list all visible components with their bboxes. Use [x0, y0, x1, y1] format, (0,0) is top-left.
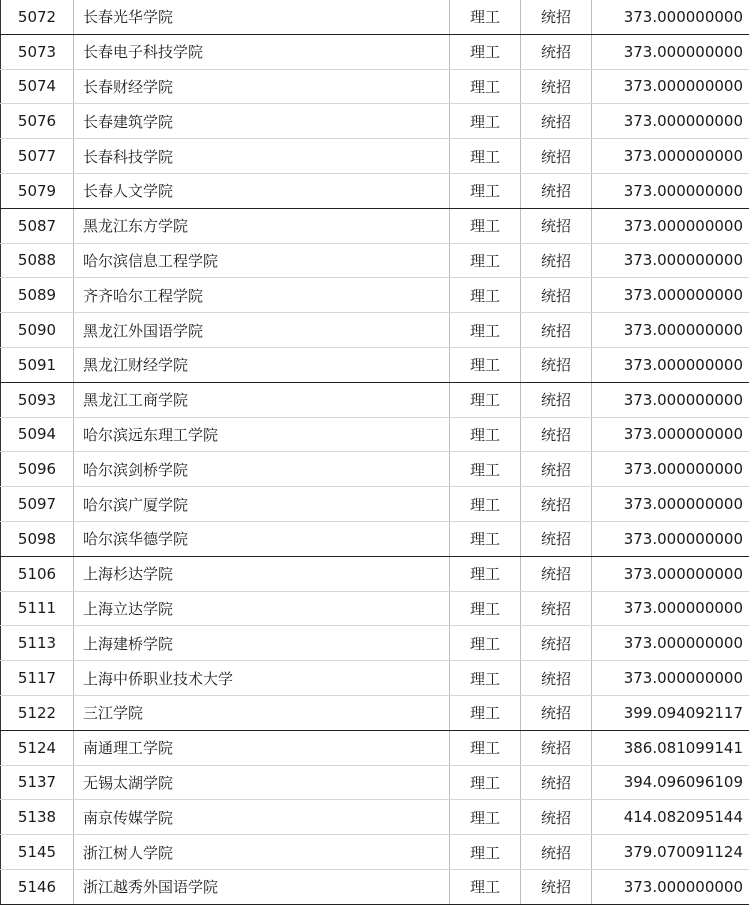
admission-batch-cell: 统招 [521, 661, 592, 696]
school-name-cell: 哈尔滨信息工程学院 [74, 243, 450, 278]
school-code-cell: 5145 [1, 835, 74, 870]
school-name-cell: 上海中侨职业技术大学 [74, 661, 450, 696]
score-cell: 373.000000000 [592, 417, 749, 452]
admission-batch-cell: 统招 [521, 278, 592, 313]
table-row [1, 382, 749, 417]
table-row [1, 730, 749, 765]
admission-batch-cell: 统招 [521, 347, 592, 382]
subject-type-cell: 理工 [450, 139, 521, 174]
subject-type-cell: 理工 [450, 243, 521, 278]
admission-batch-cell: 统招 [521, 452, 592, 487]
admission-batch-cell: 统招 [521, 626, 592, 661]
admission-batch-cell: 统招 [521, 765, 592, 800]
admission-batch-cell: 统招 [521, 730, 592, 765]
subject-type-cell: 理工 [450, 556, 521, 591]
table-row [1, 417, 749, 452]
score-cell: 373.000000000 [592, 556, 749, 591]
score-cell: 373.000000000 [592, 521, 749, 556]
table-row [1, 556, 749, 591]
score-cell: 373.000000000 [592, 591, 749, 626]
school-name-cell: 齐齐哈尔工程学院 [74, 278, 450, 313]
school-name-cell: 上海杉达学院 [74, 556, 450, 591]
score-cell: 379.070091124 [592, 835, 749, 870]
admission-batch-cell: 统招 [521, 69, 592, 104]
school-name-cell: 黑龙江财经学院 [74, 347, 450, 382]
subject-type-cell: 理工 [450, 765, 521, 800]
subject-type-cell: 理工 [450, 69, 521, 104]
school-name-cell: 上海立达学院 [74, 591, 450, 626]
subject-type-cell: 理工 [450, 487, 521, 522]
score-cell: 373.000000000 [592, 661, 749, 696]
school-code-cell: 5124 [1, 730, 74, 765]
school-code-cell: 5138 [1, 800, 74, 835]
school-name-cell: 长春电子科技学院 [74, 34, 450, 69]
school-code-cell: 5076 [1, 104, 74, 139]
school-name-cell: 南京传媒学院 [74, 800, 450, 835]
school-name-cell: 长春建筑学院 [74, 104, 450, 139]
admission-batch-cell: 统招 [521, 835, 592, 870]
table-row [1, 34, 749, 69]
school-code-cell: 5090 [1, 313, 74, 348]
subject-type-cell: 理工 [450, 278, 521, 313]
score-cell: 386.081099141 [592, 730, 749, 765]
school-name-cell: 哈尔滨华德学院 [74, 521, 450, 556]
score-cell: 373.000000000 [592, 487, 749, 522]
admission-batch-cell: 统招 [521, 208, 592, 243]
school-name-cell: 三江学院 [74, 695, 450, 730]
school-name-cell: 哈尔滨远东理工学院 [74, 417, 450, 452]
subject-type-cell: 理工 [450, 626, 521, 661]
table-row [1, 0, 749, 34]
subject-type-cell: 理工 [450, 417, 521, 452]
table-row [1, 521, 749, 556]
subject-type-cell: 理工 [450, 521, 521, 556]
admission-batch-cell: 统招 [521, 139, 592, 174]
subject-type-cell: 理工 [450, 34, 521, 69]
admission-batch-cell: 统招 [521, 556, 592, 591]
school-code-cell: 5117 [1, 661, 74, 696]
admission-batch-cell: 统招 [521, 104, 592, 139]
school-name-cell: 长春光华学院 [74, 0, 450, 34]
table-row [1, 173, 749, 208]
school-code-cell: 5072 [1, 0, 74, 34]
admission-batch-cell: 统招 [521, 521, 592, 556]
table-row [1, 69, 749, 104]
table-row [1, 278, 749, 313]
score-cell: 373.000000000 [592, 0, 749, 34]
school-code-cell: 5074 [1, 69, 74, 104]
school-name-cell: 浙江越秀外国语学院 [74, 869, 450, 904]
table-row [1, 452, 749, 487]
subject-type-cell: 理工 [450, 800, 521, 835]
school-name-cell: 长春人文学院 [74, 173, 450, 208]
school-code-cell: 5094 [1, 417, 74, 452]
table-row [1, 626, 749, 661]
score-cell: 373.000000000 [592, 34, 749, 69]
table-row [1, 208, 749, 243]
school-name-cell: 长春财经学院 [74, 69, 450, 104]
score-cell: 373.000000000 [592, 278, 749, 313]
subject-type-cell: 理工 [450, 382, 521, 417]
school-name-cell: 浙江树人学院 [74, 835, 450, 870]
subject-type-cell: 理工 [450, 347, 521, 382]
school-code-cell: 5089 [1, 278, 74, 313]
school-code-cell: 5077 [1, 139, 74, 174]
school-code-cell: 5122 [1, 695, 74, 730]
admission-batch-cell: 统招 [521, 313, 592, 348]
subject-type-cell: 理工 [450, 835, 521, 870]
score-cell: 373.000000000 [592, 208, 749, 243]
subject-type-cell: 理工 [450, 313, 521, 348]
score-cell: 373.000000000 [592, 382, 749, 417]
school-code-cell: 5073 [1, 34, 74, 69]
subject-type-cell: 理工 [450, 661, 521, 696]
school-code-cell: 5096 [1, 452, 74, 487]
table-row [1, 695, 749, 730]
admission-batch-cell: 统招 [521, 869, 592, 904]
school-code-cell: 5106 [1, 556, 74, 591]
school-name-cell: 黑龙江东方学院 [74, 208, 450, 243]
score-cell: 399.094092117 [592, 695, 749, 730]
table-row [1, 104, 749, 139]
subject-type-cell: 理工 [450, 0, 521, 34]
admission-batch-cell: 统招 [521, 173, 592, 208]
subject-type-cell: 理工 [450, 730, 521, 765]
school-name-cell: 无锡太湖学院 [74, 765, 450, 800]
school-code-cell: 5113 [1, 626, 74, 661]
school-code-cell: 5111 [1, 591, 74, 626]
subject-type-cell: 理工 [450, 695, 521, 730]
score-cell: 373.000000000 [592, 869, 749, 904]
school-name-cell: 哈尔滨剑桥学院 [74, 452, 450, 487]
subject-type-cell: 理工 [450, 591, 521, 626]
subject-type-cell: 理工 [450, 452, 521, 487]
table-row [1, 347, 749, 382]
school-code-cell: 5091 [1, 347, 74, 382]
school-name-cell: 哈尔滨广厦学院 [74, 487, 450, 522]
school-code-cell: 5098 [1, 521, 74, 556]
score-cell: 373.000000000 [592, 243, 749, 278]
admission-batch-cell: 统招 [521, 0, 592, 34]
school-code-cell: 5137 [1, 765, 74, 800]
admission-batch-cell: 统招 [521, 243, 592, 278]
school-code-cell: 5097 [1, 487, 74, 522]
table-row [1, 591, 749, 626]
table-row [1, 661, 749, 696]
subject-type-cell: 理工 [450, 869, 521, 904]
school-code-cell: 5146 [1, 869, 74, 904]
table-row [1, 765, 749, 800]
table-row [1, 835, 749, 870]
school-code-cell: 5093 [1, 382, 74, 417]
score-cell: 373.000000000 [592, 104, 749, 139]
score-cell: 373.000000000 [592, 626, 749, 661]
school-name-cell: 上海建桥学院 [74, 626, 450, 661]
school-name-cell: 黑龙江工商学院 [74, 382, 450, 417]
school-name-cell: 黑龙江外国语学院 [74, 313, 450, 348]
admission-batch-cell: 统招 [521, 417, 592, 452]
school-code-cell: 5088 [1, 243, 74, 278]
admission-batch-cell: 统招 [521, 487, 592, 522]
score-cell: 373.000000000 [592, 313, 749, 348]
subject-type-cell: 理工 [450, 208, 521, 243]
subject-type-cell: 理工 [450, 104, 521, 139]
table-body [1, 0, 749, 904]
admission-batch-cell: 统招 [521, 800, 592, 835]
score-cell: 373.000000000 [592, 347, 749, 382]
table-row [1, 800, 749, 835]
table-row [1, 869, 749, 904]
admission-batch-cell: 统招 [521, 382, 592, 417]
school-code-cell: 5079 [1, 173, 74, 208]
admission-batch-cell: 统招 [521, 695, 592, 730]
table-row [1, 139, 749, 174]
school-name-cell: 长春科技学院 [74, 139, 450, 174]
table-row [1, 487, 749, 522]
admission-batch-cell: 统招 [521, 591, 592, 626]
score-cell: 373.000000000 [592, 452, 749, 487]
table-row [1, 313, 749, 348]
table-row [1, 243, 749, 278]
subject-type-cell: 理工 [450, 173, 521, 208]
score-cell: 394.096096109 [592, 765, 749, 800]
school-name-cell: 南通理工学院 [74, 730, 450, 765]
score-cell: 414.082095144 [592, 800, 749, 835]
score-cell: 373.000000000 [592, 69, 749, 104]
score-cell: 373.000000000 [592, 173, 749, 208]
admission-batch-cell: 统招 [521, 34, 592, 69]
school-code-cell: 5087 [1, 208, 74, 243]
score-cell: 373.000000000 [592, 139, 749, 174]
